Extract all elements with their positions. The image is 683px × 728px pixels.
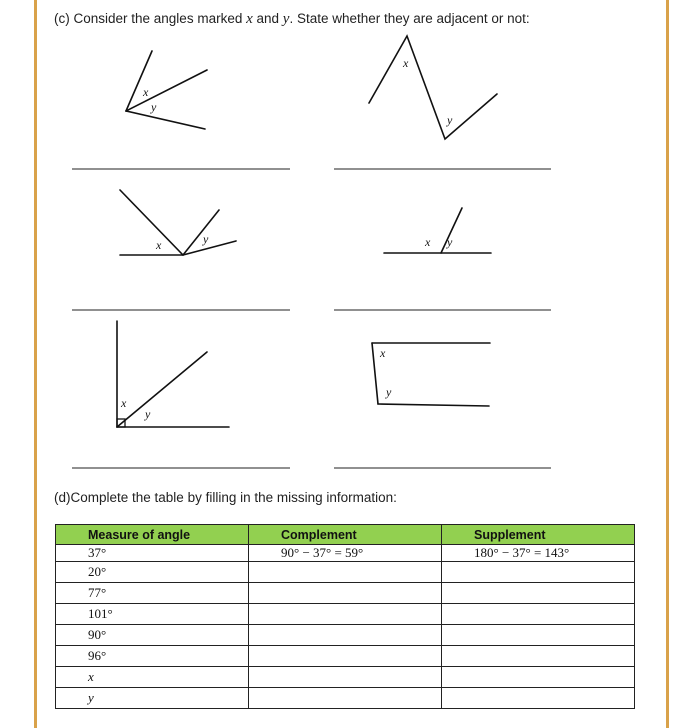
table-row bbox=[56, 688, 635, 709]
cell-measure: 96° bbox=[56, 646, 249, 667]
label-y: y bbox=[447, 235, 453, 249]
label-y: y bbox=[447, 113, 453, 127]
header-measure: Measure of angle bbox=[56, 525, 249, 545]
label-x: x bbox=[156, 238, 162, 252]
cell-complement[interactable] bbox=[249, 688, 442, 709]
diagram-3 bbox=[120, 190, 236, 255]
header-supplement: Supplement bbox=[442, 525, 635, 545]
part-c-question: (c) Consider the angles marked x and y. State whether they are adjacent or not: bbox=[54, 11, 530, 27]
cell-supplement[interactable] bbox=[442, 688, 635, 709]
cell-supplement[interactable] bbox=[442, 604, 635, 625]
table-row bbox=[56, 562, 635, 583]
label-x: x bbox=[143, 85, 149, 99]
cell-supplement[interactable] bbox=[442, 562, 635, 583]
diagram-1 bbox=[126, 51, 207, 129]
table-row bbox=[56, 646, 635, 667]
label-x: x bbox=[121, 396, 127, 410]
table-row bbox=[56, 625, 635, 646]
label-y: y bbox=[145, 407, 151, 421]
label-y: y bbox=[203, 232, 209, 246]
diagram-2 bbox=[369, 36, 497, 139]
label-x: x bbox=[380, 346, 386, 360]
cell-measure: y bbox=[56, 688, 249, 709]
table-row bbox=[56, 545, 635, 562]
label-y: y bbox=[386, 385, 392, 399]
cell-measure: 90° bbox=[56, 625, 249, 646]
cell-complement[interactable] bbox=[249, 583, 442, 604]
cell-measure: x bbox=[56, 667, 249, 688]
cell-supplement[interactable] bbox=[442, 583, 635, 604]
cell-complement[interactable] bbox=[249, 562, 442, 583]
table-row bbox=[56, 583, 635, 604]
header-complement: Complement bbox=[249, 525, 442, 545]
angles-table bbox=[55, 524, 635, 709]
label-y: y bbox=[151, 100, 157, 114]
cell-complement[interactable] bbox=[249, 646, 442, 667]
cell-complement[interactable] bbox=[249, 625, 442, 646]
cell-measure: 20° bbox=[56, 562, 249, 583]
label-x: x bbox=[425, 235, 431, 249]
cell-measure: 77° bbox=[56, 583, 249, 604]
cell-supplement[interactable] bbox=[442, 646, 635, 667]
cell-supplement: 180° − 37° = 143° bbox=[442, 545, 635, 562]
cell-supplement[interactable] bbox=[442, 667, 635, 688]
part-d-instruction: (d)Complete the table by filling in the missing information: bbox=[54, 490, 397, 505]
cell-complement[interactable] bbox=[249, 604, 442, 625]
label-x: x bbox=[403, 56, 409, 70]
cell-supplement[interactable] bbox=[442, 625, 635, 646]
table-row bbox=[56, 667, 635, 688]
cell-measure: 101° bbox=[56, 604, 249, 625]
diagram-5 bbox=[117, 321, 229, 427]
table-row bbox=[56, 604, 635, 625]
diagram-4 bbox=[384, 208, 491, 253]
cell-measure: 37° bbox=[56, 545, 249, 562]
cell-complement[interactable] bbox=[249, 667, 442, 688]
cell-complement: 90° − 37° = 59° bbox=[249, 545, 442, 562]
